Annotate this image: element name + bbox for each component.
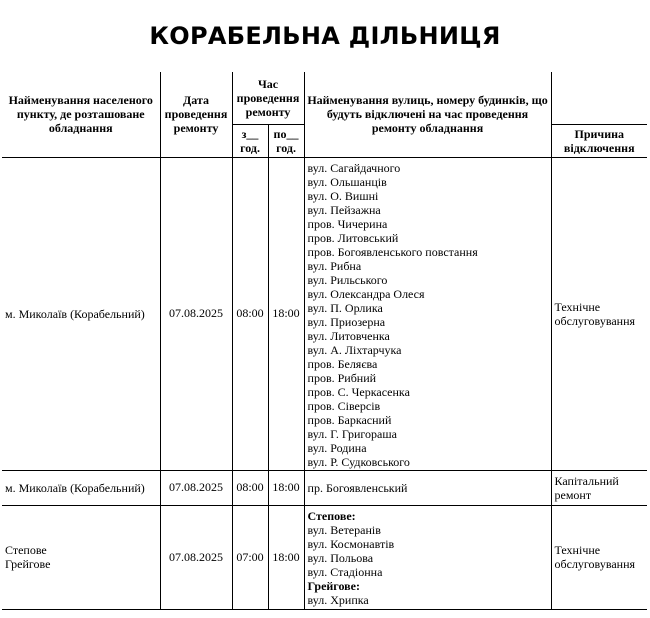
street-item: вул. Р. Судковського xyxy=(307,454,410,469)
time-from-cell: 08:00 xyxy=(232,470,268,505)
date-cell: 07.08.2025 xyxy=(160,505,232,609)
streets-cell xyxy=(304,470,551,505)
settlement-cell xyxy=(2,505,160,609)
street-item: вул. Г. Григораша xyxy=(307,426,397,441)
header-time: Час проведення ремонту xyxy=(232,72,304,124)
reason-cell: Технічне обслуговування xyxy=(551,505,647,609)
street-item: пров. С. Черкасенка xyxy=(307,384,410,399)
street-item: вул. Пейзажна xyxy=(307,202,381,217)
street-item: пров. Рибний xyxy=(307,370,377,385)
time-from-cell: 08:00 xyxy=(232,157,268,470)
header-to: по__ год. xyxy=(268,124,304,157)
street-item: вул. Рильського xyxy=(307,272,388,287)
street-item: вул. Стадіонна xyxy=(307,564,383,579)
street-item: вул. Олександра Олеся xyxy=(307,286,425,301)
header-reason: Причина відключення xyxy=(551,124,647,157)
header-from: з__ год. xyxy=(232,124,268,157)
street-item: пров. Баркасний xyxy=(307,412,392,427)
street-item: вул. Ветеранів xyxy=(307,522,381,537)
street-item: пров. Богоявленського повстання xyxy=(307,244,478,259)
time-to-cell: 18:00 xyxy=(268,157,304,470)
page-title: КОРАБЕЛЬНА ДІЛЬНИЦЯ xyxy=(149,22,501,50)
settlement-cell: м. Миколаїв (Корабельний) xyxy=(2,470,160,505)
street-item: вул. А. Ліхтарчука xyxy=(307,342,402,357)
streets-cell xyxy=(304,157,551,470)
streets-cell xyxy=(304,505,551,609)
street-item: вул. П. Орлика xyxy=(307,300,383,315)
street-item: вул. О. Вишні xyxy=(307,188,379,203)
table-row xyxy=(2,470,647,505)
header-date: Дата проведення ремонту xyxy=(160,72,232,157)
header-blank xyxy=(551,72,647,124)
settlement-cell: м. Миколаїв (Корабельний) xyxy=(2,157,160,470)
outage-schedule-table xyxy=(2,72,647,610)
street-item: вул. Приозерна xyxy=(307,314,386,329)
time-from-cell: 07:00 xyxy=(232,505,268,609)
reason-cell: Технічне обслуговування xyxy=(551,157,647,470)
table-row xyxy=(2,157,647,470)
date-cell: 07.08.2025 xyxy=(160,470,232,505)
settlement-line: Грейгове xyxy=(5,557,51,571)
reason-cell: Капітальний ремонт xyxy=(551,470,647,505)
street-item: вул. Рибна xyxy=(307,258,362,273)
settlement-line: Степове xyxy=(5,543,47,557)
time-to-cell: 18:00 xyxy=(268,470,304,505)
street-item: вул. Хрипка xyxy=(307,592,369,607)
date-cell: 07.08.2025 xyxy=(160,157,232,470)
street-item: пров. Беляєва xyxy=(307,356,378,371)
time-to-cell: 18:00 xyxy=(268,505,304,609)
street-item: вул. Польова xyxy=(307,550,374,565)
place-heading: Степове: xyxy=(307,508,356,523)
table-row xyxy=(2,505,647,609)
street-item: вул. Космонавтів xyxy=(307,536,395,551)
street-item: пров. Сіверсів xyxy=(307,398,381,413)
place-heading: Грейгове: xyxy=(307,578,360,593)
header-settlement: Найменування населеного пункту, де розташоване обладнання xyxy=(2,72,160,157)
street-item: пр. Богоявленський xyxy=(307,480,408,495)
street-item: вул. Сагайдачного xyxy=(307,160,401,175)
header-streets: Найменування вулиць, номеру будинків, що будуть відключені на час проведення ремонту обладнання xyxy=(304,72,551,157)
street-item: пров. Литовський xyxy=(307,230,399,245)
street-item: вул. Родина xyxy=(307,440,367,455)
street-item: вул. Литовченка xyxy=(307,328,390,343)
street-item: пров. Чичерина xyxy=(307,216,388,231)
street-item: вул. Ольшанців xyxy=(307,174,387,189)
